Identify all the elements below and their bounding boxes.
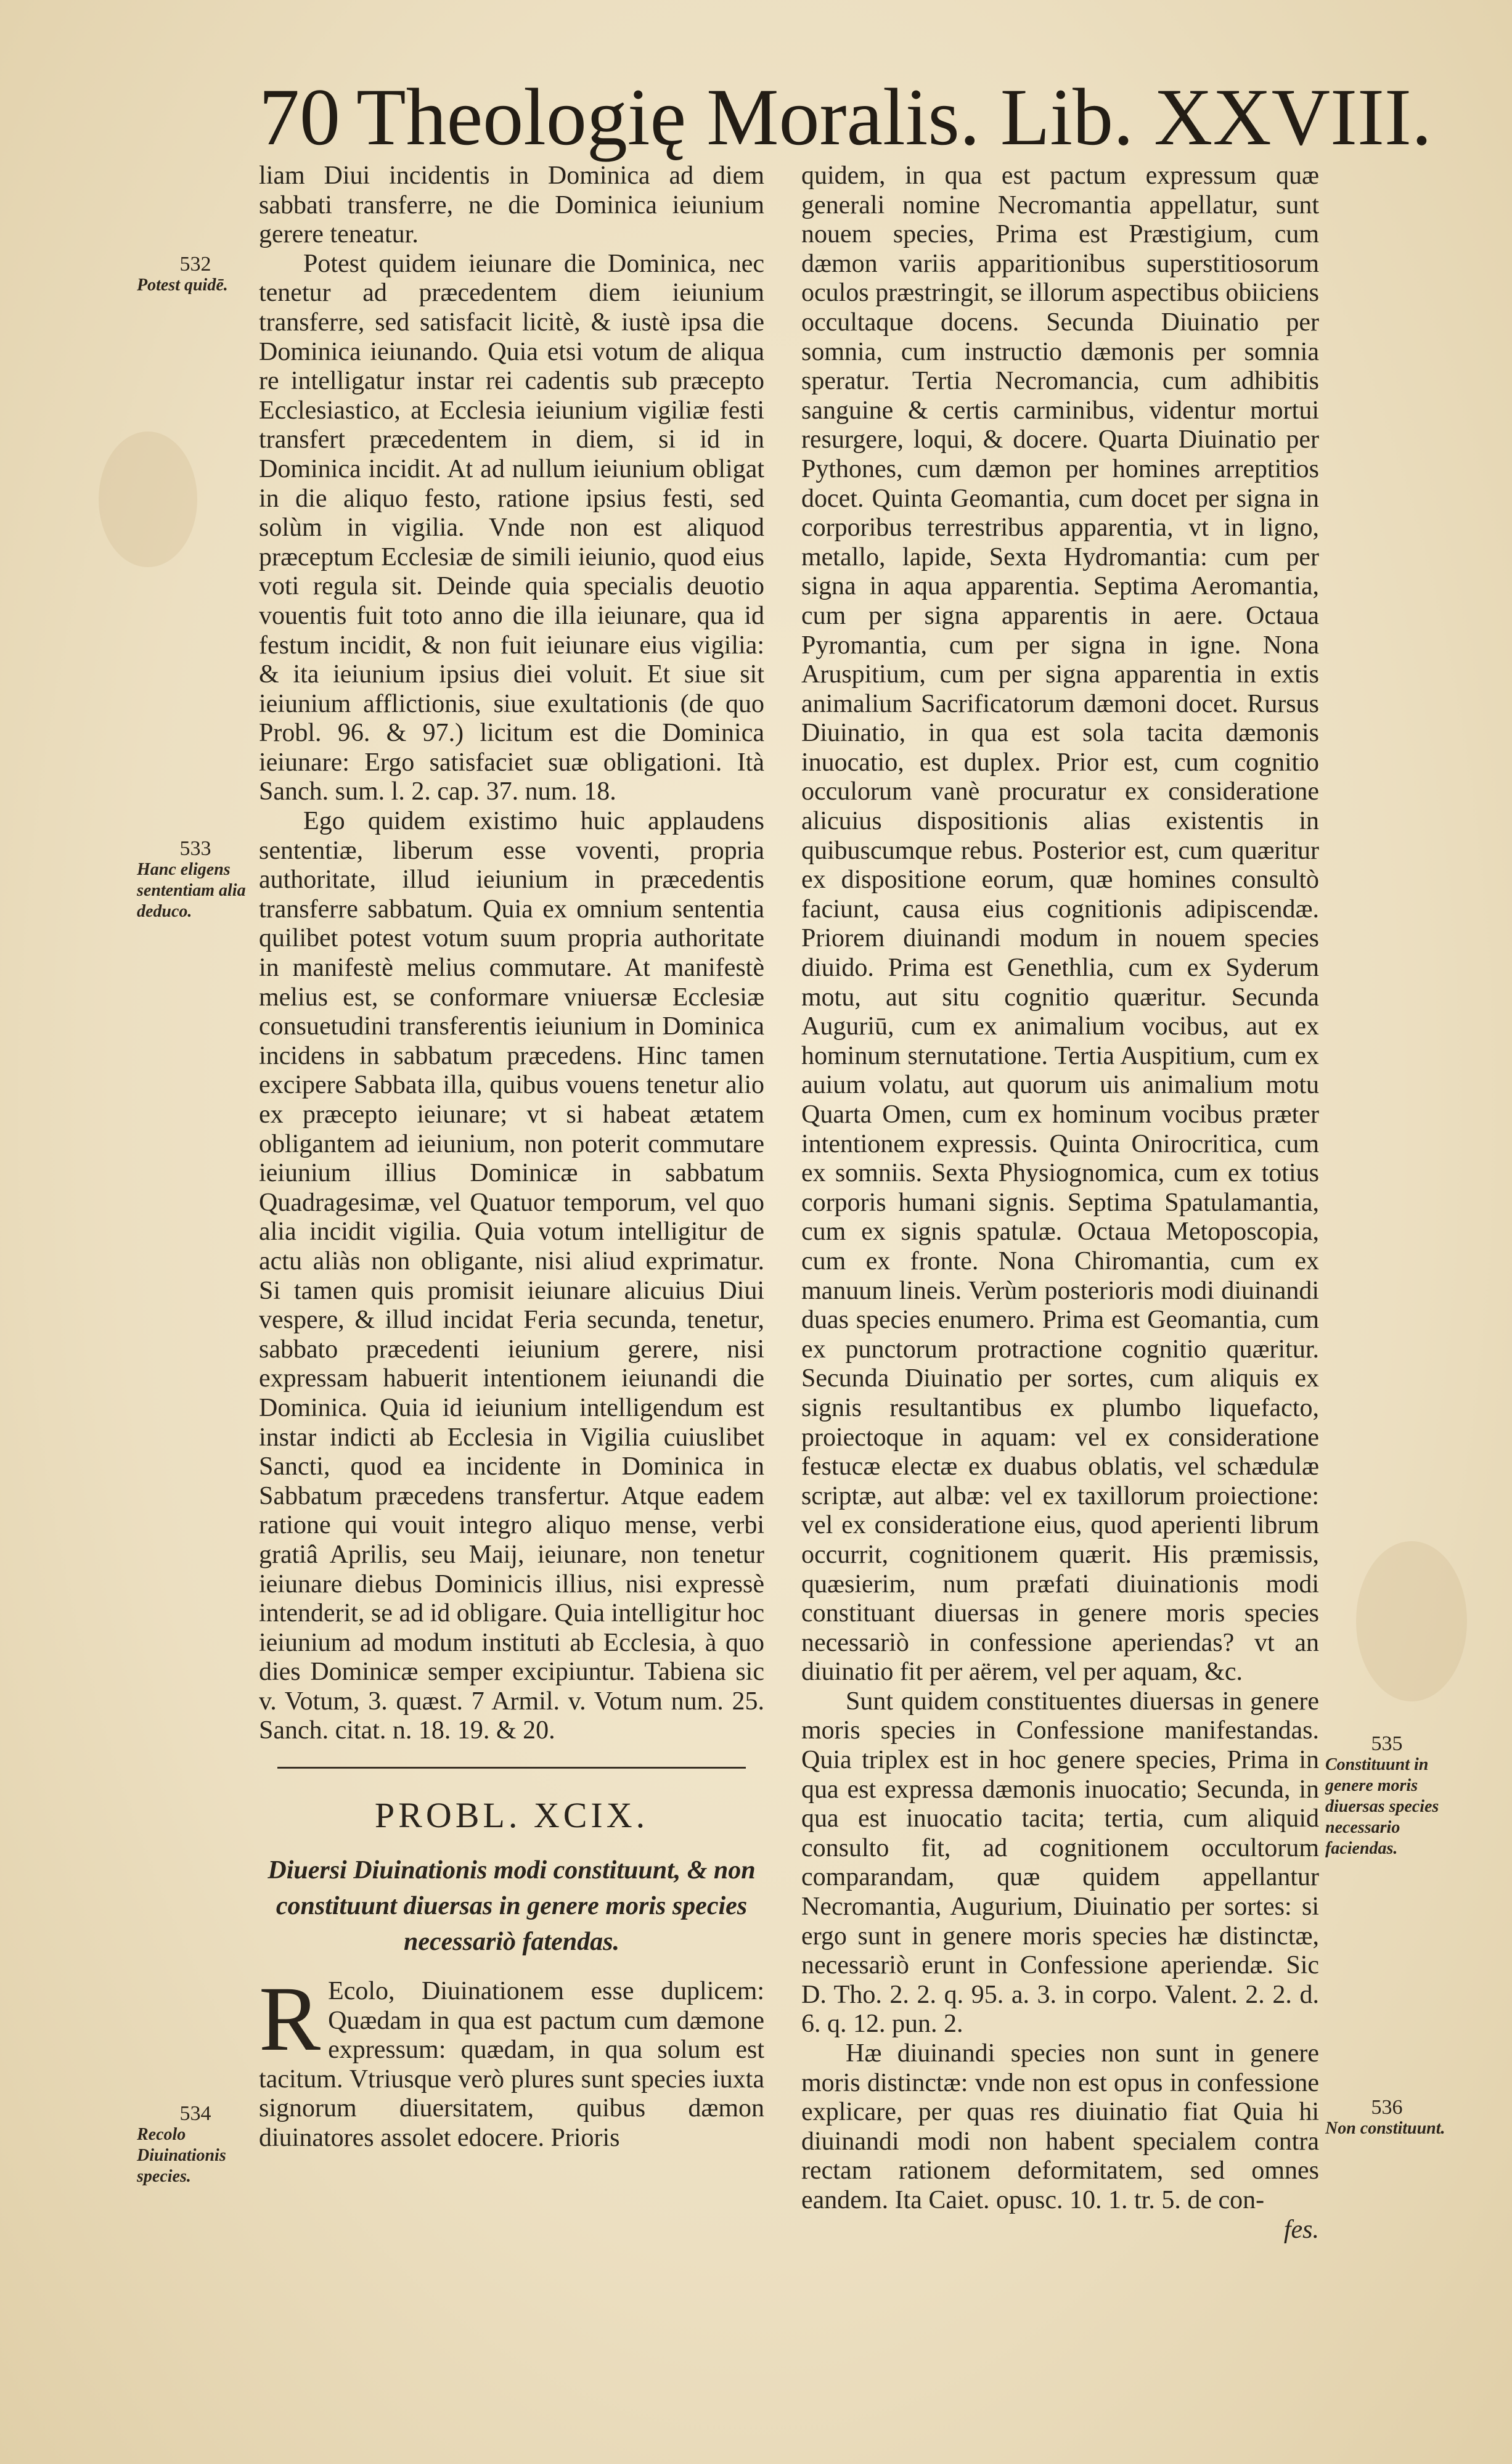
running-title: Theologię Moralis. Lib. XXVIII.: [356, 72, 1432, 162]
margin-note-text: Hanc eligens sententiam alia deduco.: [137, 860, 246, 921]
margin-note-535: [1325, 1733, 1449, 1859]
paragraph-532: Potest quidem ieiunare die Dominica, nec tenetur ad præcedentem diem ieiunium transferre, sed satisfacit licitè, & iustè ipsa die Dominica ieiunando. Quia etsi votum de aliqua re intelligatur instar rei cadentis sub præcepto Ecclesiastico, at Ecclesia ieiunium vigiliæ festi transfert præcedentem in diem, si id in Dominica incidit. At ad nullum ieiunium obligat in die aliquo festo, ratione ipsius festi, sed solùm in vigilia. Vnde non est aliquod præceptum Ecclesiæ de simili ieiunio, quod eius voti regula sit. Deinde quia specialis deuotio vouentis fuit toto anno die illa ieiunare, qua id festum incidit, & non fuit ieiunare eius vigilia: & ita ieiunium ipsius diei voluit. Et siue sit ieiunium afflictionis, siue exultationis (de quo Probl. 96. & 97.) licitum est die Dominica ieiunare: Ergo satisfaciet suæ obligationi. Ità Sanch. sum. l. 2. cap. 37. num. 18.: [259, 249, 764, 806]
drop-capital: R: [259, 1968, 321, 2071]
margin-note-536: [1325, 2097, 1449, 2139]
margin-note-text: Constituunt in genere moris diuersas species necessario faciendas.: [1325, 1755, 1439, 1858]
margin-note-number: 532: [179, 253, 211, 276]
section-divider: [277, 1767, 746, 1769]
margin-note-533: [137, 838, 254, 922]
paragraph-continued: liam Diui incidentis in Dominica ad diem sabbati transferre, ne die Dominica ieiunium gerere teneatur.: [259, 162, 764, 249]
margin-note-text: Potest quidē.: [137, 276, 228, 295]
margin-note-number: 534: [179, 2102, 211, 2125]
right-column: [801, 162, 1319, 2245]
margin-note-text: Non constituunt.: [1325, 2119, 1445, 2138]
paragraph-536: Hæ diuinandi species non sunt in genere moris distinctæ: vnde non est opus in confessione explicare, per quas res diuinatio fiat Quia hi diuinandi modi non habent specialem contra rectam rationem deformitatem, sed omnes eandem. Ita Caiet. opusc. 10. 1. tr. 5. de con-: [801, 2039, 1319, 2214]
margin-note-532: [137, 254, 254, 296]
problem-heading: PROBL. XCIX.: [374, 1795, 649, 1836]
page-number: 70: [259, 72, 340, 162]
paragraph-533: Ego quidem existimo huic applaudens sententiæ, liberum esse voventi, propria authoritate, illud ieiunium in præcedentis transferre sabbatum. Quia ex omnium sententia quilibet potest votum suum propria authoritate in manifestè melius commutare. At manifestè melius est, se conformare vniuersæ Ecclesiæ consuetudini transferentis ieiunium in Dominica incidens in sabbatum præcedens. Hinc tamen excipere Sabbata illa, quibus vouens tenetur alio ex præcepto ieiunare; vt si habeat ætatem obligantem ad ieiunium, non poterit commutare ieiunium illius Dominicæ in sabbatum Quadragesimæ, vel Quatuor temporum, vel quo alia incidit vigilia. Quia votum intelligitur de actu aliàs non obligante, nisi aliud exprimatur. Si tamen quis promisit ieiunare alicuius Diui vespere, & illud incidat Feria secunda, tenetur, sabbato præcedenti ieiunium gerere, nisi expressam habuerit intentionem ieiunandi die Dominica. Quia id ieiunium intelligendum est instar indicti ab Ecclesia in Vigilia cuiuslibet Sancti, quod ea incidente in Dominica in Sabbatum præcedens transfertur. Atque eadem ratione qui vouit integro aliquo mense, verbi gratiâ Aprilis, seu Maij, ieiunare, non tenetur ieiunare diebus Dominicis illius, nisi expressè intenderit, se ad id obligare. Quia intelligitur hoc ieiunium ad modum instituti ab Ecclesia, à quo dies Dominicæ semper excipiuntur. Tabiena sic v. Votum, 3. quæst. 7 Armil. v. Votum num. 25. Sanch. citat. n. 18. 19. & 20.: [259, 807, 764, 1745]
margin-note-number: 535: [1371, 1732, 1403, 1755]
catchword: fes.: [1283, 2215, 1319, 2244]
paragraph-continued: quidem, in qua est pactum expressum quæ generali nomine Necromantia appellatur, sunt nouem species, Prima est Præstigium, cum dæmon variis apparitionibus superstitiosorum oculos præstringit, se illorum aspectibus obiiciens occultaque docens. Secunda Diuinatio per somnia, cum instructio dæmonis per somnia speratur. Tertia Necromancia, cum adhibitis sanguine & certis carminibus, videntur mortui resurgere, loqui, & docere. Quarta Diuinatio per Pythones, cum dæmon per homines arreptitios docet. Quinta Geomantia, cum docet per signa in corporibus terrestribus apparentia, vt in ligno, metallo, lapide, Sexta Hydromantia: cum per signa in aqua apparentia. Septima Aeromantia, cum per signa apparentis in aere. Octaua Pyromantia, cum per signa in igne. Nona Aruspitium, cum per signa apparentia in extis animalium Sacrificatorum dæmoni docet. Rursus Diuinatio, in qua est sola tacita dæmonis inuocatio, est duplex. Prior est, cum cognitio occulorum vanè procuratur ex consideratione alicuius dispositionis alias existentis in quibuscumque rebus. Posterior est, cum quæritur ex dispositione eorum, quæ homines consultò faciunt, causa eius cognitionis adipiscendæ. Priorem diuinandi modum in nouem species diuido. Prima est Genethlia, cum ex Syderum motu, aut situ cognitio quæritur. Secunda Auguriū, cum ex animalium vocibus, aut ex hominum sternutatione. Tertia Auspitium, cum ex auium volatu, aut quorum uis animalium motu Quarta Omen, cum ex hominum vocibus præter intentionem expressis. Quinta Onirocritica, cum ex somniis. Sexta Physiognomica, cum ex totius corporis humani signis. Septima Spatulamantia, cum ex signis spatulæ. Octaua Metoposcopia, cum ex fronte. Nona Chiromantia, cum ex manuum lineis. Verùm posterioris modi diuinandi duas species enumero. Prima est Geomantia, cum ex punctorum protractione cognitio quæritur. Secunda Diuinatio per sortes, cum aliquis ex signis resultantibus ex plumbo liquefacto, proiectoque in aquam: vel ex consideratione festucæ electæ ex duabus oblatis, vel schædulæ scriptæ, aut albæ: vel ex taxillorum proiectione: vel ex consideratione eius, quod aperienti librum occurrit, cognitionem quærit. His præmissis, quæsierim, num præfati diuinationis modi constituant diuersas in genere moris species necessariò in confessione aperiendas? vt an diuinatio fit per aërem, vel per aquam, &c.: [801, 162, 1319, 1687]
margin-note-number: 533: [179, 837, 211, 860]
left-column: [259, 162, 764, 2153]
paragraph-534-text: Ecolo, Diuinationem esse duplicem: Quædam in qua est pactum cum dæmone expressum: quædam, in qua solum est tacitum. Vtriusque verò plures sunt species iuxta signorum diuersitatem, quibus dæmon diuinatores assolet edocere. Prioris: [259, 1977, 764, 2153]
margin-note-number: 536: [1371, 2096, 1403, 2119]
paper-stain: [99, 432, 197, 567]
paragraph-535: Sunt quidem constituentes diuersas in genere moris species in Confessione manifestandas. Quia triplex est in hoc genere species, Prima in qua est expressa dæmonis inuocatio; Secunda, in qua est inuocatio tacita; tertia, cum aliquid consulto fit, ad cognitionem occultorum comparandam, quæ quidem appellantur Necromantia, Augurium, Diuinatio per sortes: si ergo sunt in genere moris species hæ distinctæ, necessariò erunt in Confessione aperiendæ. Sic D. Tho. 2. 2. q. 95. a. 3. in corpo. Valent. 2. 2. d. 6. q. 12. pun. 2.: [801, 1687, 1319, 2039]
running-header: [259, 65, 1432, 170]
problem-subtitle: Diuersi Diuinationis modi constituunt, & non constituunt diuersas in genere moris species necessariò fatendas.: [268, 1856, 756, 1957]
paper-stain: [1356, 1541, 1467, 1701]
margin-note-534: [137, 2103, 254, 2187]
paragraph-534: [259, 1968, 764, 2153]
margin-note-text: Recolo Diuinationis species.: [137, 2125, 226, 2186]
